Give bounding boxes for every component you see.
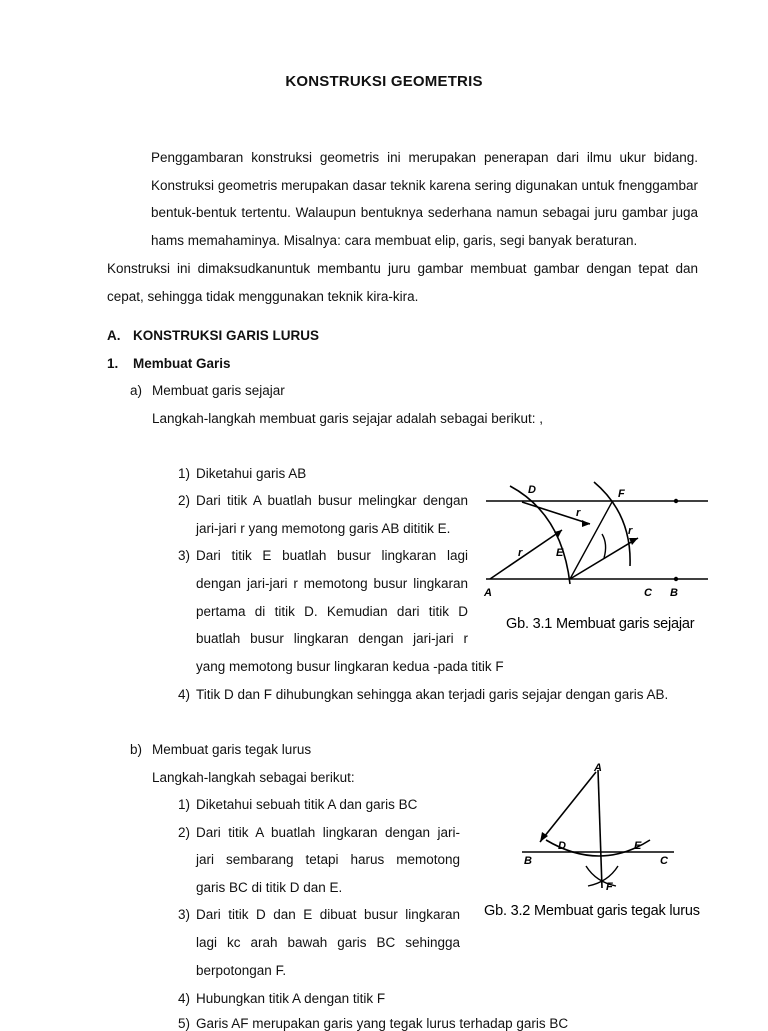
- fig2-label-e: E: [634, 840, 642, 852]
- intro-paragraph-2: [107, 255, 698, 310]
- part-a-step-3-line-1: Dari titik E buatlah busur lingkaran lagi: [196, 548, 468, 563]
- fig2-label-a: A: [594, 762, 602, 774]
- fig1-label-r1: r: [518, 547, 523, 559]
- part-b-step-1: Diketahui sebuah titik A dan garis BC: [196, 797, 418, 812]
- part-a-step-1: Diketahui garis AB: [196, 466, 307, 481]
- part-a-label: a): [130, 383, 143, 398]
- fig2-label-c: C: [660, 855, 668, 867]
- part-b-step-4: Hubungkan titik A dengan titik F: [196, 991, 386, 1006]
- part-a-step-3-line-5: yang memotong busur lingkaran kedua -pada titik F: [196, 659, 504, 674]
- section-a-title: KONSTRUKSI GARIS LURUS: [133, 328, 320, 343]
- fig2-label-f: F: [606, 881, 613, 893]
- part-a-lead: Langkah-langkah membuat garis sejajar adalah sebagai berikut: ,: [152, 411, 543, 426]
- part-b-step-2-line-2: jari sembarang tetapi harus memotong: [196, 852, 460, 867]
- fig1-label-r3: r: [628, 525, 633, 537]
- fig1-label-d: D: [528, 484, 536, 496]
- part-a-step-2-line-1: Dari titik A buatlah busur melingkar dengan: [196, 493, 468, 508]
- intro-paragraph-1: [107, 144, 698, 254]
- fig1-label-b: B: [670, 587, 678, 599]
- part-b-step-2-line-3: garis BC di titik D dan E.: [196, 880, 343, 895]
- part-b-step-5: Garis AF merupakan garis yang tegak lurus terhadap garis BC: [196, 1016, 569, 1031]
- subsection-1-title: Membuat Garis: [133, 356, 231, 371]
- figure-1-caption: Gb. 3.1 Membuat garis sejajar: [506, 616, 695, 632]
- part-a-step-3-line-2: dengan jari-jari r memotong busur lingkaran: [196, 576, 468, 591]
- figure-2-caption: Gb. 3.2 Membuat garis tegak lurus: [484, 903, 700, 919]
- fig1-label-r2: r: [576, 507, 581, 519]
- section-a-label: A.: [107, 328, 121, 343]
- intro-text-2: Konstruksi ini dimaksudkanuntuk membantu juru gambar membuat gambar dengan tepat dan cepat, sehingga tidak menggunakan teknik kira-kira.: [107, 261, 698, 304]
- fig2-label-b: B: [524, 855, 532, 867]
- page-title: KONSTRUKSI GEOMETRIS: [285, 73, 483, 90]
- fig1-label-a: A: [484, 587, 492, 599]
- part-b-title: Membuat garis tegak lurus: [152, 742, 312, 757]
- part-b-label: b): [130, 742, 143, 757]
- part-b-step-2-num: 2): [178, 825, 191, 840]
- part-a-step-1-num: 1): [178, 466, 191, 481]
- fig2-label-d: D: [558, 840, 566, 852]
- part-b-lead: Langkah-langkah sebagai berikut:: [152, 770, 355, 785]
- part-a-step-3-line-4: buatlah busur lingkaran dengan jari-jari r: [196, 631, 468, 646]
- part-a-step-4: Titik D dan F dihubungkan sehingga akan terjadi garis sejajar dengan garis AB.: [196, 687, 669, 702]
- part-a-step-2-line-2: jari-jari r yang memotong garis AB dititik E.: [196, 521, 451, 536]
- fig1-label-c: C: [644, 587, 652, 599]
- part-a-step-4-num: 4): [178, 687, 191, 702]
- part-b-step-3-line-2: lagi kc arah bawah garis BC sehingga: [196, 935, 460, 950]
- fig1-label-f: F: [618, 488, 625, 500]
- figure-parallel-lines: [482, 474, 714, 604]
- part-b-step-3-num: 3): [178, 907, 191, 922]
- part-b-step-1-num: 1): [178, 797, 191, 812]
- part-a-step-2-num: 2): [178, 493, 191, 508]
- subsection-1-label: 1.: [107, 356, 119, 371]
- fig1-label-e: E: [556, 547, 564, 559]
- part-b-step-3-line-3: berpotongan F.: [196, 963, 287, 978]
- part-a-step-3-line-3: pertama di titik D. Kemudian dari titik D: [196, 604, 468, 619]
- part-b-step-3-line-1: Dari titik D dan E dibuat busur lingkaran: [196, 907, 460, 922]
- intro-text-1: Penggambaran konstruksi geometris ini merupakan penerapan dari ilmu ukur bidang. Konstruksi geometris merupakan dasar teknik karena sering digunakan untuk fnenggambar bentuk-bentuk tertentu. Walaupun bentuknya sederhana namun sebagai juru gambar juga hams memahaminya. Misalnya: cara membuat elip, garis, segi banyak beraturan.: [151, 150, 698, 248]
- part-a-title: Membuat garis sejajar: [152, 383, 285, 398]
- figure-perpendicular-line: [518, 760, 678, 896]
- part-b-step-5-num: 5): [178, 1016, 191, 1031]
- part-b-step-4-num: 4): [178, 991, 191, 1006]
- part-a-step-3-num: 3): [178, 548, 191, 563]
- part-b-step-2-line-1: Dari titik A buatlah lingkaran dengan jari-: [196, 825, 460, 840]
